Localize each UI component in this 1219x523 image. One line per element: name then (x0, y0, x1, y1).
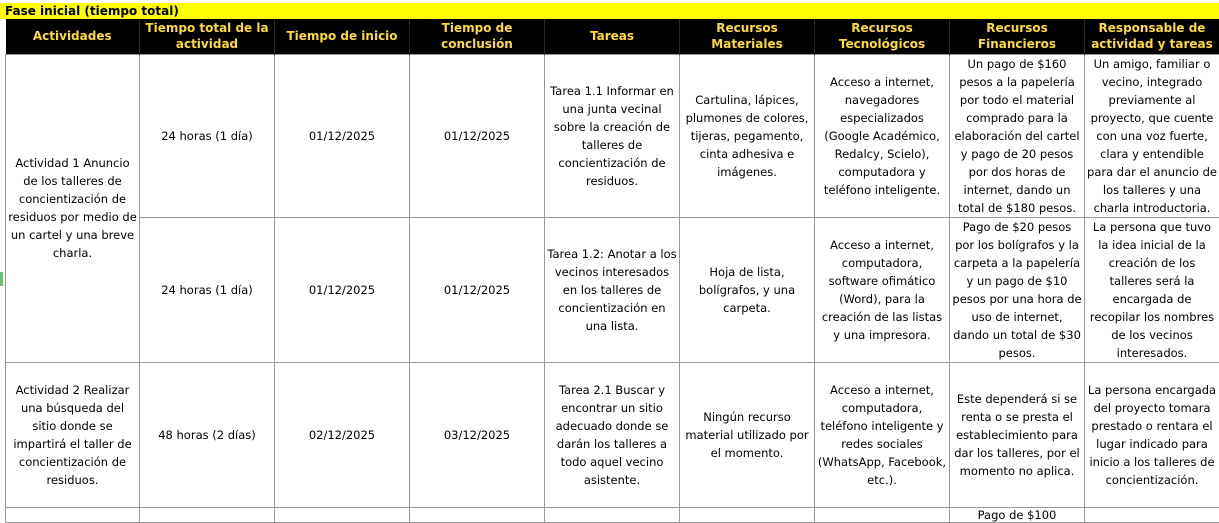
task-cell[interactable]: Tarea 1.2: Anotar a los vecinos interesados en los talleres de concientización en una lista. (545, 217, 680, 362)
materials-cell[interactable]: Cartulina, lápices, plumones de colores, tijeras, pegamento, cinta adhesiva e imágenes. (680, 54, 815, 217)
header-tiempo-inicio[interactable]: Tiempo de inicio (275, 19, 410, 54)
end-date-cell[interactable]: 03/12/2025 (410, 362, 545, 507)
finance-cell[interactable]: Un pago de $160 pesos a la papelería por todo el material comprado para la elaboración del cartel y pago de 20 pesos por dos horas de internet, dando un total de $180 pesos. (950, 54, 1085, 217)
header-responsable[interactable]: Responsable de actividad y tareas (1085, 19, 1219, 54)
header-row (6, 19, 1219, 54)
empty-cell[interactable] (680, 507, 815, 522)
empty-cell[interactable] (545, 507, 680, 522)
phase-title[interactable]: Fase inicial (tiempo total) (0, 3, 1219, 19)
activity-cell[interactable]: Actividad 1 Anuncio de los talleres de concientización de residuos por medio de un cartel y una breve charla. (6, 54, 140, 362)
tech-cell[interactable]: Acceso a internet, navegadores especializados (Google Académico, Redalcy, Scielo), computadora y teléfono inteligente. (815, 54, 950, 217)
table-row (6, 54, 1219, 217)
empty-cell[interactable] (6, 507, 140, 522)
empty-cell[interactable] (140, 507, 275, 522)
finance-cell[interactable]: Pago de $20 pesos por los bolígrafos y la carpeta a la papelería y un pago de $10 pesos por una hora de uso de internet, dando un total de $30 pesos. (950, 217, 1085, 362)
task-cell[interactable]: Tarea 1.1 Informar en una junta vecinal sobre la creación de talleres de concientización de residuos. (545, 54, 680, 217)
responsible-cell[interactable]: La persona que tuvo la idea inicial de la creación de los talleres será la encargada de recopilar los nombres de los vecinos interesados. (1085, 217, 1219, 362)
responsible-cell[interactable]: Un amigo, familiar o vecino, integrado previamente al proyecto, que cuente con una voz fuerte, clara y entendible para dar el anuncio de los talleres y una charla introductoria. (1085, 54, 1219, 217)
start-date-cell[interactable]: 01/12/2025 (275, 54, 410, 217)
header-recursos-materiales[interactable]: Recursos Materiales (680, 19, 815, 54)
total-time-cell[interactable]: 48 horas (2 días) (140, 362, 275, 507)
table-row (6, 507, 1219, 522)
header-recursos-tecnologicos[interactable]: Recursos Tecnológicos (815, 19, 950, 54)
activity-cell[interactable]: Actividad 2 Realizar una búsqueda del sitio donde se impartirá el taller de concientización de residuos. (6, 362, 140, 507)
finance-cell[interactable]: Este dependerá si se renta o se presta el establecimiento para dar los talleres, por el momento no aplica. (950, 362, 1085, 507)
header-tareas[interactable]: Tareas (545, 19, 680, 54)
end-date-cell[interactable]: 01/12/2025 (410, 54, 545, 217)
start-date-cell[interactable]: 02/12/2025 (275, 362, 410, 507)
task-cell[interactable]: Tarea 2.1 Buscar y encontrar un sitio adecuado donde se darán los talleres a todo aquel vecino asistente. (545, 362, 680, 507)
total-time-cell[interactable]: 24 horas (1 día) (140, 54, 275, 217)
header-actividades[interactable]: Actividades (6, 19, 140, 54)
header-recursos-financieros[interactable]: Recursos Financieros (950, 19, 1085, 54)
table-row (6, 217, 1219, 362)
materials-cell[interactable]: Hoja de lista, bolígrafos, y una carpeta. (680, 217, 815, 362)
tech-cell[interactable]: Acceso a internet, computadora, software ofimático (Word), para la creación de las listas y una impresora. (815, 217, 950, 362)
total-time-cell[interactable]: 24 horas (1 día) (140, 217, 275, 362)
activity-table (5, 19, 1219, 523)
responsible-cell[interactable]: La persona encargada del proyecto tomara prestado o rentara el lugar indicado para inicio a los talleres de concientización. (1085, 362, 1219, 507)
gutter-marker (0, 272, 3, 286)
header-tiempo-conclusion[interactable]: Tiempo de conclusión (410, 19, 545, 54)
header-tiempo-total[interactable]: Tiempo total de la actividad (140, 19, 275, 54)
start-date-cell[interactable]: 01/12/2025 (275, 217, 410, 362)
end-date-cell[interactable]: 01/12/2025 (410, 217, 545, 362)
tech-cell[interactable]: Acceso a internet, computadora, teléfono inteligente y redes sociales (WhatsApp, Facebook, etc.). (815, 362, 950, 507)
empty-cell[interactable] (410, 507, 545, 522)
finance-cell[interactable]: Pago de $100 (950, 507, 1085, 522)
empty-cell[interactable] (1085, 507, 1219, 522)
table-row (6, 362, 1219, 507)
empty-cell[interactable] (815, 507, 950, 522)
materials-cell[interactable]: Ningún recurso material utilizado por el momento. (680, 362, 815, 507)
empty-cell[interactable] (275, 507, 410, 522)
